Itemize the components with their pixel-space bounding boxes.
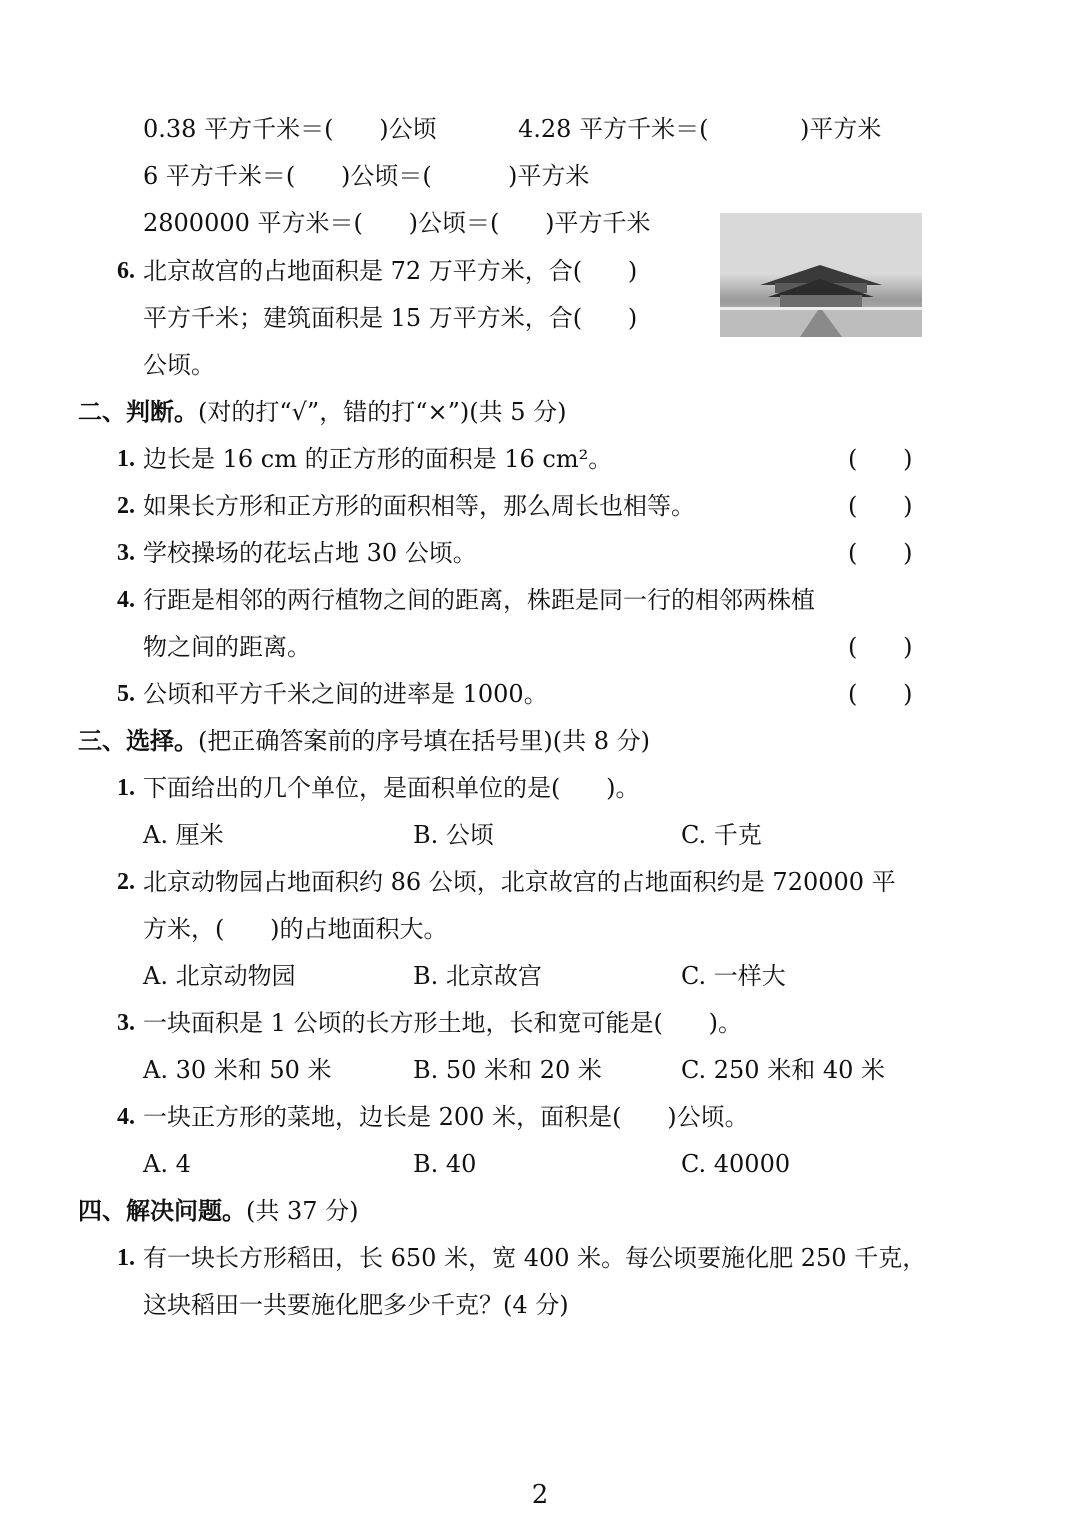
judge-question-4: 行距是相邻的两行植物之间的距离，株距是同一行的相邻两株植 (143, 586, 815, 614)
judge-question-1: 边长是 16 cm 的正方形的面积是 16 cm²。 (143, 445, 613, 473)
choice-question-3: 一块面积是 1 公顷的长方形土地，长和宽可能是( )。 (143, 1009, 743, 1037)
option-a[interactable]: A. 北京动物园 (143, 962, 296, 990)
choice-question-4: 一块正方形的菜地，边长是 200 米，面积是( )公顷。 (143, 1103, 749, 1131)
section-3-header (78, 726, 650, 756)
option-a[interactable]: A. 厘米 (143, 821, 224, 849)
choice-question-1: 下面给出的几个单位，是面积单位的是( )。 (143, 774, 640, 802)
option-c[interactable]: C. 250 米和 40 米 (681, 1056, 885, 1084)
section-heading: 二、判断。 (78, 397, 198, 426)
section-4-header (78, 1196, 359, 1226)
question-6-text-2: 平方千米；建筑面积是 15 万平方米，合( ) (143, 304, 638, 332)
section-heading: 四、解决问题。 (78, 1196, 246, 1225)
section-2-header (78, 397, 566, 427)
option-a[interactable]: A. 4 (143, 1150, 191, 1178)
palace-illustration (720, 213, 922, 337)
option-b[interactable]: B. 北京故宫 (413, 962, 542, 990)
question-number: 1. (117, 1245, 135, 1271)
option-c[interactable]: C. 40000 (681, 1150, 791, 1178)
option-a[interactable]: A. 30 米和 50 米 (143, 1056, 332, 1084)
judge-question-2: 如果长方形和正方形的面积相等，那么周长也相等。 (143, 492, 695, 520)
question-number: 5. (117, 681, 135, 707)
option-b[interactable]: B. 公顷 (413, 821, 494, 849)
option-c[interactable]: C. 千克 (681, 821, 762, 849)
question-number: 2. (117, 869, 135, 895)
section-note: (把正确答案前的序号填在括号里)(共 8 分) (198, 727, 650, 755)
convert-line-1b: 4.28 平方千米＝( )平方米 (518, 115, 882, 143)
option-b[interactable]: B. 50 米和 20 米 (413, 1056, 602, 1084)
convert-line-2: 6 平方千米＝( )公顷＝( )平方米 (143, 162, 590, 190)
answer-blank[interactable]: ( ) (848, 445, 913, 473)
question-number: 4. (117, 1104, 135, 1130)
option-c[interactable]: C. 一样大 (681, 962, 786, 990)
convert-line-3: 2800000 平方米＝( )公顷＝( )平方千米 (143, 209, 651, 237)
question-6-text-1: 北京故宫的占地面积是 72 万平方米，合( ) (143, 257, 638, 285)
question-number: 1. (117, 446, 135, 472)
question-number: 6. (117, 258, 135, 284)
question-number: 3. (117, 1010, 135, 1036)
answer-blank[interactable]: ( ) (848, 539, 913, 567)
page-number: 2 (531, 1480, 549, 1510)
solve-question-1-cont: 这块稻田一共要施化肥多少千克？(4 分) (143, 1291, 569, 1319)
option-b[interactable]: B. 40 (413, 1150, 477, 1178)
convert-line-1a: 0.38 平方千米＝( )公顷 (143, 115, 437, 143)
question-number: 4. (117, 587, 135, 613)
choice-question-2-cont: 方米，( )的占地面积大。 (143, 915, 448, 943)
section-note: (对的打“√”，错的打“×”)(共 5 分) (198, 398, 567, 426)
solve-question-1: 有一块长方形稻田，长 650 米，宽 400 米。每公顷要施化肥 250 千克， (143, 1244, 927, 1272)
answer-blank[interactable]: ( ) (848, 680, 913, 708)
choice-question-2: 北京动物园占地面积约 86 公顷，北京故宫的占地面积约是 720000 平 (143, 868, 896, 896)
section-heading: 三、选择。 (78, 726, 198, 755)
section-note: (共 37 分) (246, 1197, 359, 1225)
judge-question-3: 学校操场的花坛占地 30 公顷。 (143, 539, 477, 567)
answer-blank[interactable]: ( ) (848, 492, 913, 520)
question-number: 2. (117, 493, 135, 519)
judge-question-4-cont: 物之间的距离。 (143, 633, 311, 661)
question-number: 1. (117, 775, 135, 801)
answer-blank[interactable]: ( ) (848, 633, 913, 661)
judge-question-5: 公顷和平方千米之间的进率是 1000。 (143, 680, 548, 708)
question-6-text-3: 公顷。 (143, 351, 215, 379)
question-number: 3. (117, 540, 135, 566)
forbidden-city-photo (720, 213, 922, 337)
